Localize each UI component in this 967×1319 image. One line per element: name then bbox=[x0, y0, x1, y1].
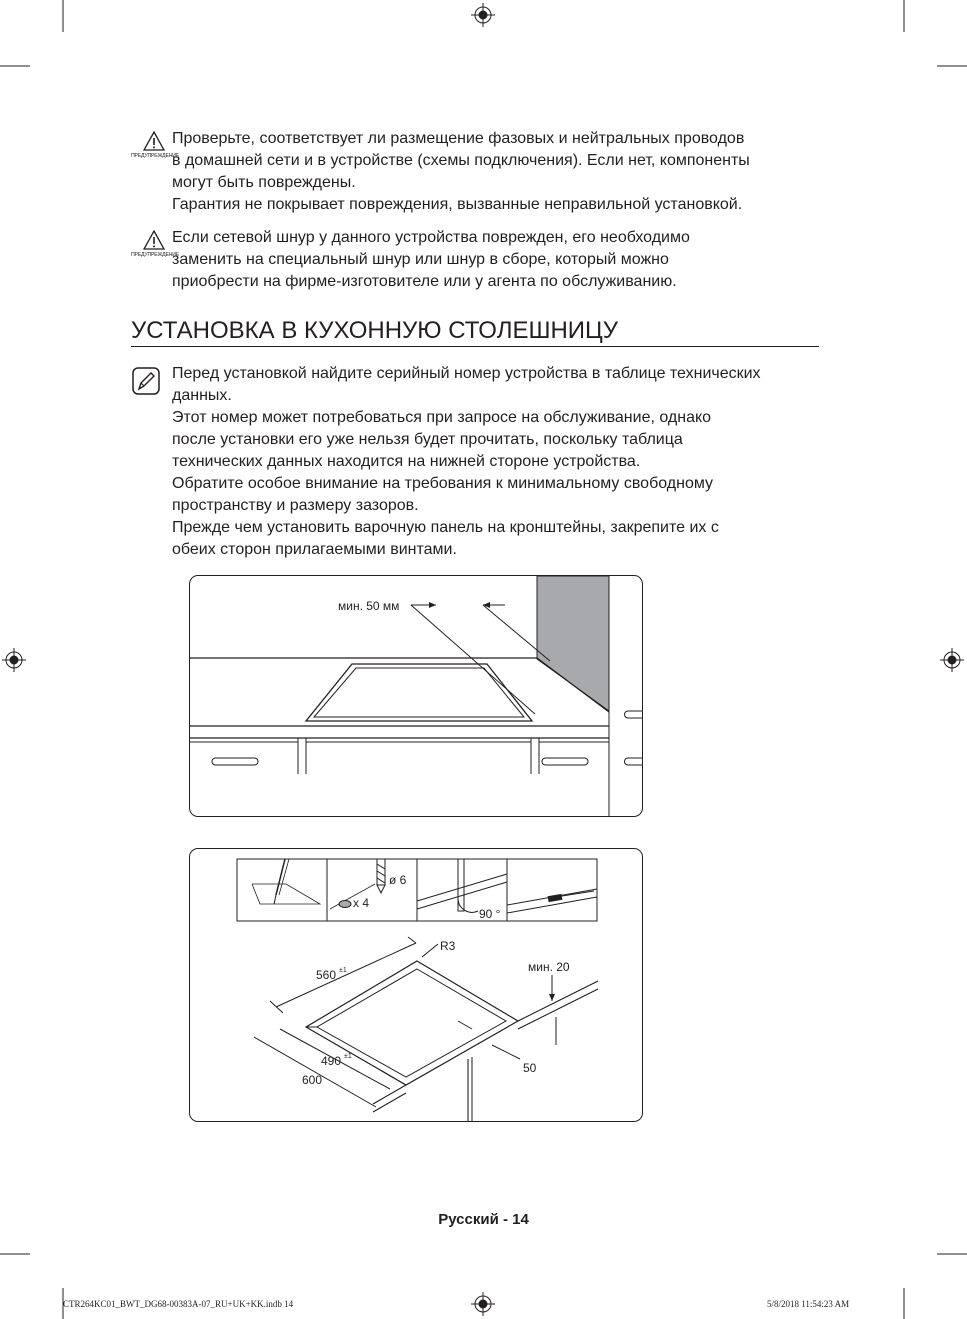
warning-text-line: могут быть повреждены. bbox=[172, 174, 356, 191]
note-text-line: Этот номер может потребоваться при запросе на обслуживание, однако bbox=[172, 409, 712, 426]
dim-600-line bbox=[254, 1037, 376, 1107]
warning-text-line: Если сетевой шнур у данного устройства поврежден, его необходимо bbox=[172, 229, 690, 246]
countertop-illustration bbox=[190, 576, 642, 816]
radius-label: R3 bbox=[440, 939, 456, 953]
note-text-line: пространству и размеру зазоров. bbox=[172, 497, 419, 514]
countertop-edge bbox=[518, 989, 598, 1029]
drill-diameter-label: ø 6 bbox=[389, 873, 407, 887]
warning-text-line: Гарантия не покрывает повреждения, вызванные неправильной установкой. bbox=[172, 196, 743, 213]
dim-560-label: 560 bbox=[316, 968, 337, 982]
warning-label: ПРЕДУПРЕЖДЕНИЕ bbox=[131, 153, 180, 159]
drawer-handle bbox=[625, 758, 643, 765]
section-title: УСТАНОВКА В КУХОННУЮ СТОЛЕШНИЦУ bbox=[131, 317, 619, 344]
min-edge-label: мин. 20 bbox=[528, 960, 570, 974]
warning-triangle-icon bbox=[143, 131, 165, 151]
countertop-edge bbox=[518, 981, 598, 1021]
step-sealing bbox=[507, 889, 597, 913]
dim-560-tolerance: ±1 bbox=[339, 967, 347, 974]
note-text-line: обеих сторон прилагаемыми винтами. bbox=[172, 541, 457, 558]
note-text-line: после установки его уже нельзя будет прочитать, поскольку таблица bbox=[172, 431, 683, 448]
page-number: Русский - 14 bbox=[438, 1211, 529, 1228]
warning-label: ПРЕДУПРЕЖДЕНИЕ bbox=[131, 252, 180, 258]
drawer-handle bbox=[542, 758, 588, 765]
saw-angle-label: 90 ° bbox=[479, 907, 501, 921]
dim-490-label: 490 bbox=[321, 1054, 342, 1068]
arrow-head bbox=[429, 602, 436, 608]
min-clearance-label: мин. 50 мм bbox=[338, 599, 400, 613]
note-text-line: Обратите особое внимание на требования к минимальному свободному bbox=[172, 475, 714, 492]
dimension-line bbox=[411, 605, 535, 714]
note-pencil-icon bbox=[132, 367, 160, 395]
print-file-name: CTR264KC01_BWT_DG68-00383A-07_RU+UK+KK.indb 14 bbox=[63, 1299, 294, 1309]
registration-mark-left bbox=[2, 648, 26, 672]
registration-mark-bottom bbox=[471, 1292, 495, 1316]
drawer-handle bbox=[625, 711, 643, 718]
warning-text-line: Проверьте, соответствует ли размещение фазовых и нейтральных проводов bbox=[172, 130, 745, 147]
note-text-line: Перед установкой найдите серийный номер устройства в таблице технических bbox=[172, 365, 761, 382]
warning-triangle-icon bbox=[143, 230, 165, 250]
note-text-line: данных. bbox=[172, 387, 232, 404]
print-timestamp: 5/8/2018 11:54:23 AM bbox=[767, 1299, 850, 1309]
figure-cutout-dimensions bbox=[189, 848, 643, 1122]
side-wall bbox=[537, 576, 609, 711]
registration-mark-top bbox=[471, 3, 495, 27]
hob-inner-outline bbox=[314, 668, 524, 717]
warning-text-line: заменить на специальный шнур или шнур в сборе, который можно bbox=[172, 251, 669, 268]
cutout-drawing bbox=[254, 937, 598, 1121]
dim-490-tolerance: ±1 bbox=[344, 1053, 352, 1060]
cutout-inner bbox=[317, 969, 506, 1077]
step-sawing bbox=[417, 859, 507, 921]
step-marking bbox=[252, 859, 320, 904]
hob-outline bbox=[306, 664, 532, 721]
cutout-diagram bbox=[190, 849, 642, 1121]
dim-600-label: 600 bbox=[302, 1073, 323, 1087]
arrow-head bbox=[483, 602, 490, 608]
note-text-line: технических данных находится на нижней стороне устройства. bbox=[172, 453, 641, 470]
warning-text-line: приобрести на фирме-изготовителе или у агента по обслуживанию. bbox=[172, 273, 677, 290]
note-text-line: Прежде чем установить варочную панель на кронштейны, закрепите их с bbox=[172, 519, 719, 536]
registration-mark-right bbox=[940, 648, 964, 672]
figure-countertop bbox=[189, 575, 643, 817]
dim-560-line bbox=[276, 943, 416, 1007]
drawer-handle bbox=[212, 758, 258, 765]
step-drilling bbox=[330, 859, 407, 910]
dim-50-label: 50 bbox=[523, 1061, 537, 1075]
title-underline bbox=[131, 346, 819, 347]
warning-text-line: в домашней сети и в устройстве (схемы подключения). Если нет, компоненты bbox=[172, 152, 750, 169]
screws-count-label: x 4 bbox=[353, 896, 370, 910]
